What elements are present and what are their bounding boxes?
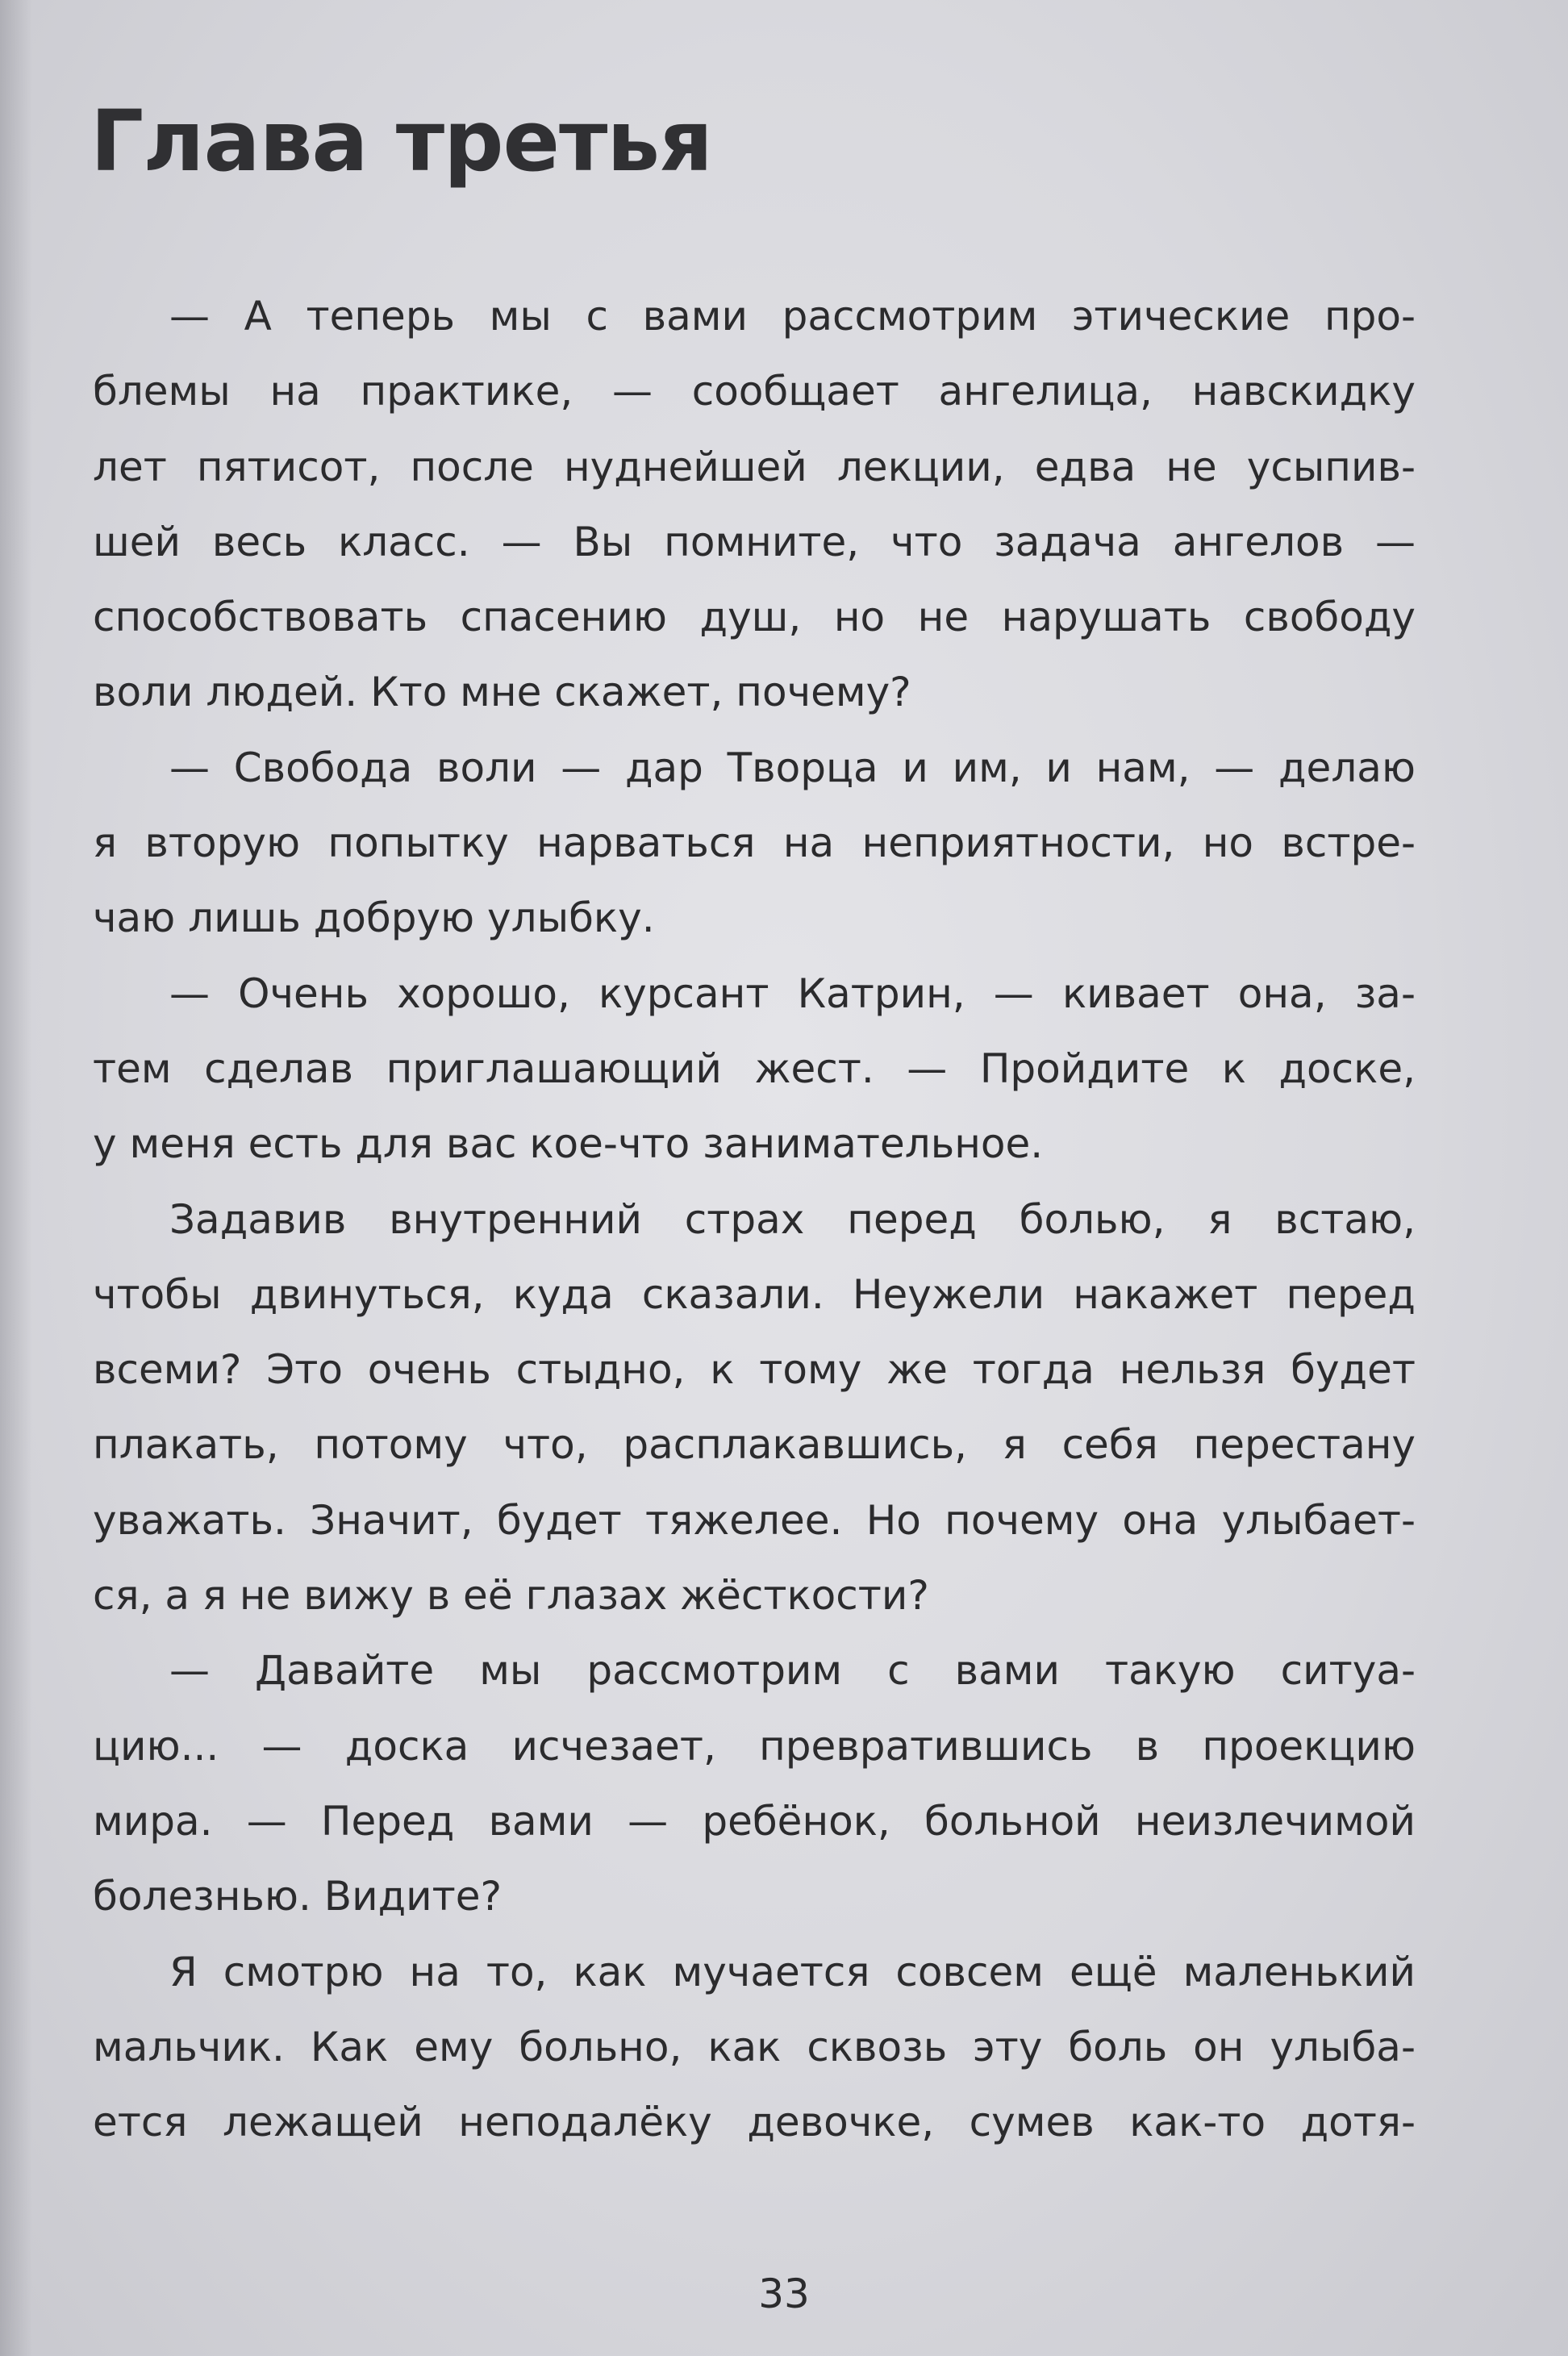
text-line: способствовать спасению душ, но не нарушать свободу (93, 594, 1416, 641)
text-line: плакать, потому что, расплакавшись, я себя перестану (93, 1421, 1416, 1469)
text-line: ется лежащей неподалёку девочке, сумев как-то дотя- (93, 2099, 1416, 2146)
text-line: чтобы двинуться, куда сказали. Неужели накажет перед (93, 1270, 1416, 1318)
text-line: лет пятисот, после нуднейшей лекции, едва не усыпив- (93, 443, 1416, 490)
text-line: уважать. Значит, будет тяжелее. Но почему она улыбает- (93, 1496, 1416, 1544)
text-line: цию... — доска исчезает, превратившись в проекцию (93, 1722, 1416, 1770)
body-text (93, 279, 1416, 2160)
text-line: у меня есть для вас кое-что занимательное. (93, 1120, 1044, 1168)
text-line: воли людей. Кто мне скажет, почему? (93, 669, 911, 716)
page-number: 33 (758, 2271, 810, 2317)
text-line: Задавив внутренний страх перед болью, я встаю, (169, 1195, 1416, 1243)
text-line: — А теперь мы с вами рассмотрим этические про- (169, 293, 1416, 340)
text-line: Я смотрю на то, как мучается совсем ещё маленький (169, 1948, 1416, 1995)
chapter-title: Глава третья (90, 92, 712, 190)
text-line: — Давайте мы рассмотрим с вами такую ситуа- (169, 1647, 1416, 1695)
text-line: — Очень хорошо, курсант Катрин, — кивает она, за- (169, 970, 1416, 1017)
text-line: болезнью. Видите? (93, 1873, 503, 1920)
text-line: блемы на практике, — сообщает ангелица, навскидку (93, 368, 1416, 415)
page-shadow (0, 0, 32, 2356)
text-line: ся, а я не вижу в её глазах жёсткости? (93, 1572, 929, 1620)
text-line: шей весь класс. — Вы помните, что задача ангелов — (93, 518, 1416, 565)
text-line: всеми? Это очень стыдно, к тому же тогда нельзя будет (93, 1346, 1416, 1394)
text-line: — Свобода воли — дар Творца и им, и нам, — делаю (169, 744, 1416, 791)
text-line: мира. — Перед вами — ребёнок, больной неизлечимой (93, 1797, 1416, 1845)
text-line: чаю лишь добрую улыбку. (93, 894, 655, 942)
text-line: мальчик. Как ему больно, как сквозь эту боль он улыба- (93, 2023, 1416, 2070)
text-line: тем сделав приглашающий жест. — Пройдите к доске, (93, 1045, 1416, 1092)
text-line: я вторую попытку нарваться на неприятности, но встре- (93, 819, 1416, 867)
